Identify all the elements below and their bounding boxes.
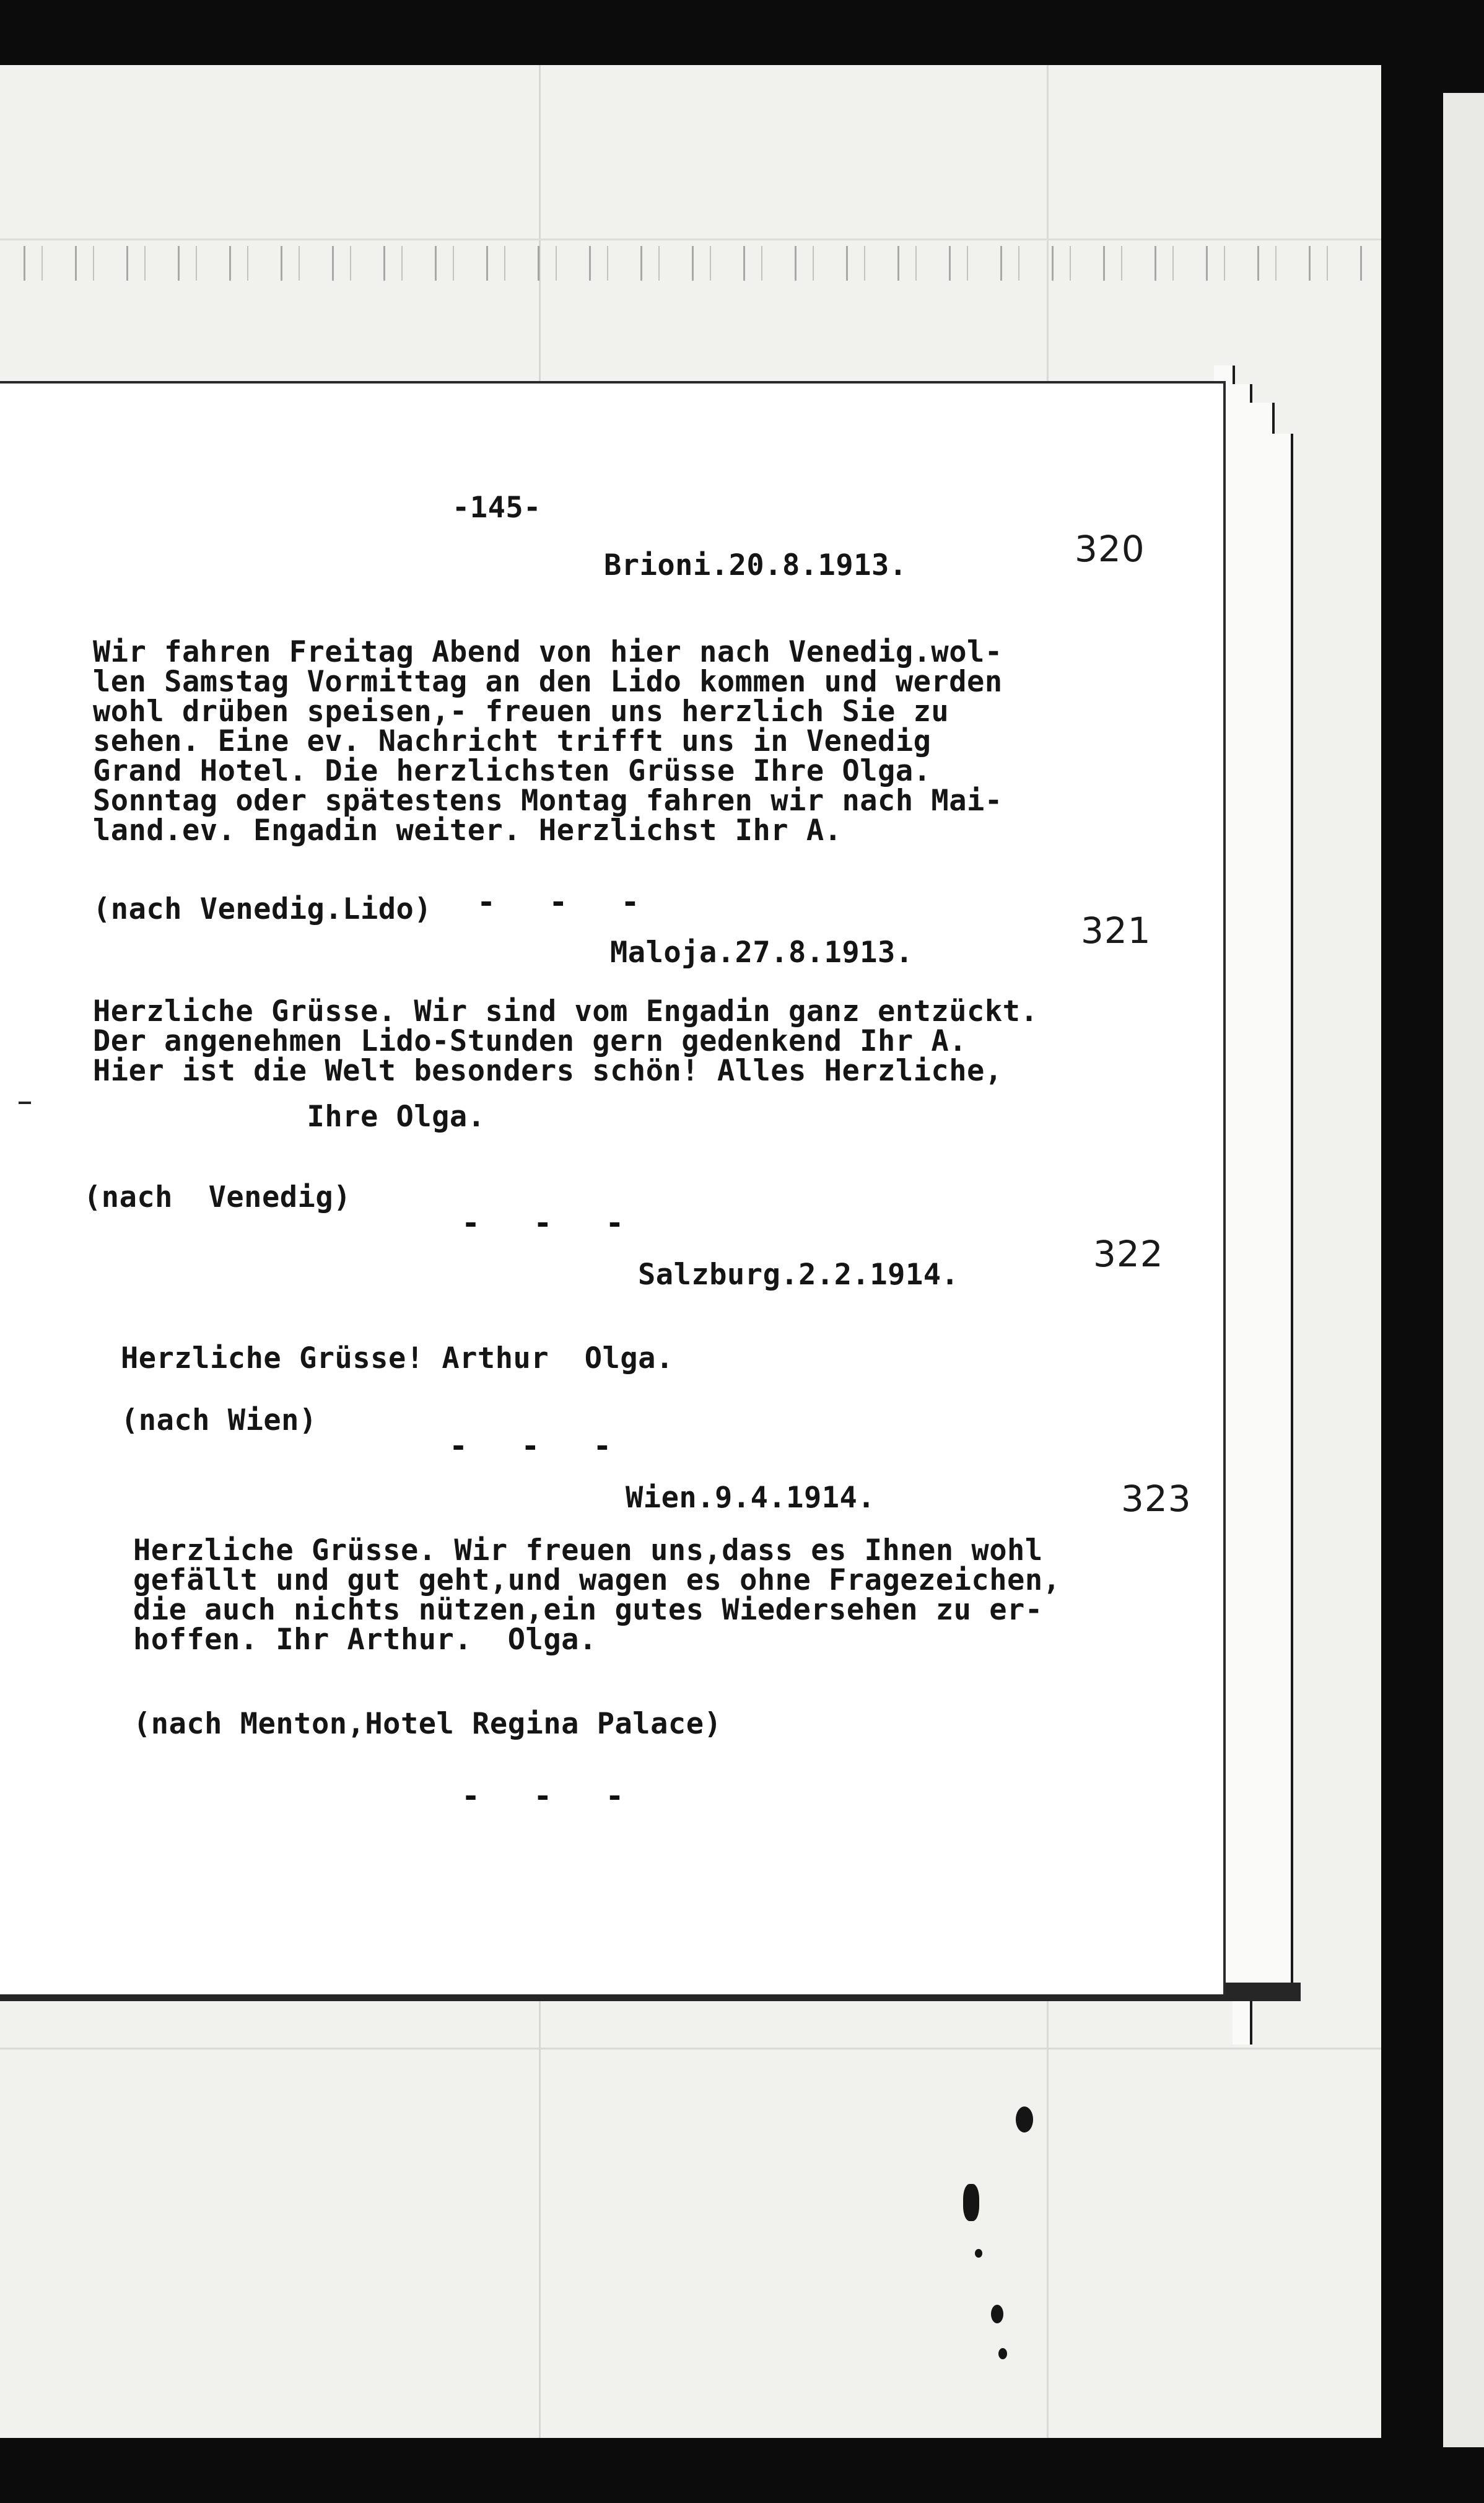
- body-line: Der angenehmen Lido-Stunden gern gedenkend Ihr A.: [93, 1024, 967, 1058]
- separator: - - -: [449, 1428, 629, 1464]
- body-line: sehen. Eine ev. Nachricht trifft uns in Venedig: [93, 724, 932, 758]
- ink-spot: [975, 2249, 982, 2258]
- ink-spot: [963, 2184, 979, 2221]
- body-line: Ihre Olga.: [93, 1100, 486, 1134]
- separator: - - -: [461, 1778, 642, 1814]
- bleed-through-text: [12, 220, 1363, 307]
- letter-place-date: Wien.9.4.1914.: [626, 1481, 876, 1515]
- separator: - - -: [477, 884, 657, 920]
- letter-place-date: Brioni.20.8.1913.: [604, 548, 907, 582]
- body-line: Wir fahren Freitag Abend von hier nach Venedig.wol-: [93, 635, 1003, 669]
- stacked-sheet-edge: [1250, 403, 1275, 1989]
- page-number: -145-: [452, 491, 541, 525]
- archive-number: 322: [1093, 1233, 1164, 1275]
- body-line: Grand Hotel. Die herzlichsten Grüsse Ihre Olga.: [93, 754, 932, 788]
- body-line: land.ev. Engadin weiter. Herzlichst Ihr A.: [93, 813, 842, 848]
- body-line: Herzliche Grüsse! Arthur Olga.: [121, 1341, 674, 1375]
- body-line: Sonntag oder spätestens Montag fahren wir nach Mai-: [93, 784, 1003, 818]
- body-line: Herzliche Grüsse. Wir freuen uns,dass es Ihnen wohl: [133, 1533, 1043, 1567]
- separator: - - -: [461, 1205, 642, 1241]
- body-line: hoffen. Ihr Arthur. Olga.: [133, 1623, 597, 1657]
- body-line: len Samstag Vormittag an den Lido kommen und werden: [93, 665, 1003, 699]
- body-line: die auch nichts nützen,ein gutes Wiedersehen zu er-: [133, 1593, 1043, 1627]
- body-line: Hier ist die Welt besonders schön! Alles Herzliche,: [93, 1054, 1003, 1088]
- body-line: Herzliche Grüsse. Wir sind vom Engadin ganz entzückt.: [93, 994, 1039, 1028]
- body-line: gefällt und gut geht,und wagen es ohne Fragezeichen,: [133, 1563, 1061, 1597]
- letter-destination: (nach Venedig): [84, 1180, 351, 1214]
- archive-number: 321: [1081, 910, 1151, 952]
- adjacent-page-edge: [1443, 93, 1484, 2447]
- body-line: wohl drüben speisen,- freuen uns herzlich Sie zu: [93, 695, 949, 729]
- fold-line: [0, 2048, 1381, 2049]
- ink-spot: [998, 2348, 1007, 2359]
- ink-spot: [991, 2305, 1003, 2323]
- letter-place-date: Maloja.27.8.1913.: [610, 936, 914, 970]
- letter-place-date: Salzburg.2.2.1914.: [638, 1258, 959, 1292]
- letter-destination: (nach Venedig.Lido): [93, 892, 432, 926]
- stacked-sheet-edge: [1272, 434, 1293, 1983]
- letter-destination: (nach Wien): [121, 1403, 317, 1437]
- ink-spot: [1016, 2106, 1033, 2133]
- archive-number: 323: [1121, 1478, 1192, 1520]
- letter-destination: (nach Menton,Hotel Regina Palace): [133, 1707, 722, 1741]
- margin-mark: [19, 1102, 31, 1104]
- archive-number: 320: [1075, 528, 1145, 570]
